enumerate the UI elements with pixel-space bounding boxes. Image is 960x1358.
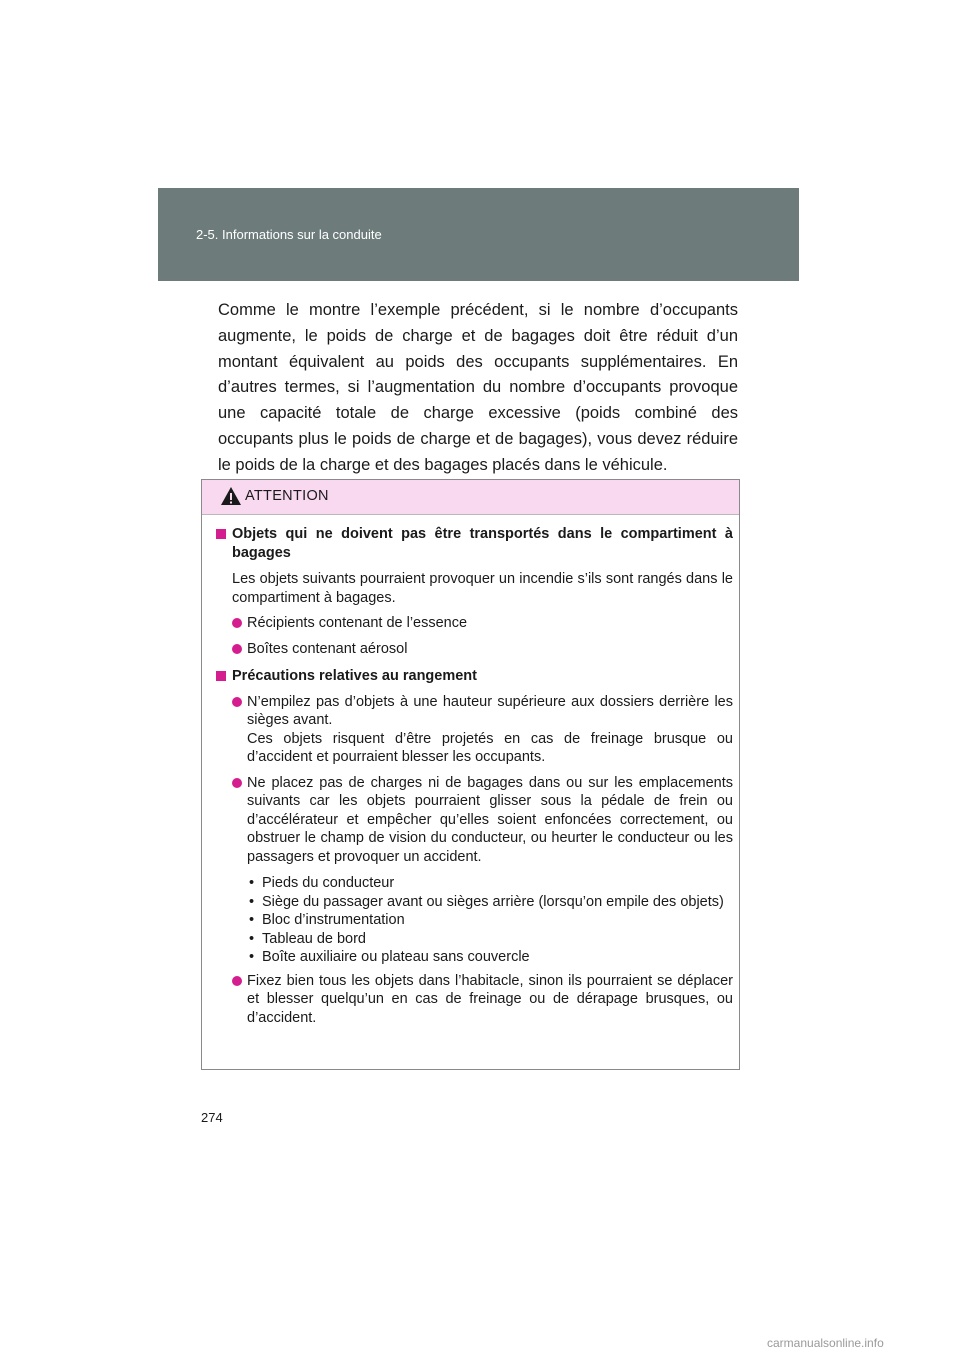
- location-list: [247, 874, 733, 967]
- attention-header: [202, 480, 739, 515]
- page-number: 274: [201, 1110, 223, 1125]
- bullet-item: [232, 693, 733, 767]
- list-item: • Siège du passager avant ou sièges arrière (lorsqu’on empile des objets): [247, 893, 733, 912]
- bullet-text: N’empilez pas d’objets à une hauteur supérieure aux dossiers derrière les sièges avant.: [247, 693, 733, 728]
- attention-box: [201, 479, 740, 1070]
- attention-body: [202, 515, 739, 1027]
- warning-triangle-icon: [220, 486, 242, 506]
- circle-bullet-icon: [232, 697, 242, 707]
- square-bullet-icon: [216, 529, 226, 539]
- circle-bullet-icon: [232, 644, 242, 654]
- section-title-storage: Précautions relatives au rangement: [232, 668, 477, 684]
- section-header-bar: [158, 188, 799, 281]
- section-text: Les objets suivants pourraient provoquer un incendie s’ils sont rangés dans le compartiment à bagages.: [232, 571, 733, 606]
- list-item: • Boîte auxiliaire ou plateau sans couvercle: [247, 948, 733, 967]
- section-storage-precautions: [216, 667, 733, 686]
- circle-bullet-icon: [232, 976, 242, 986]
- watermark: carmanualsonline.info: [767, 1336, 884, 1350]
- bullet-text: Récipients contenant de l’essence: [247, 615, 468, 631]
- bullet-item: [232, 614, 733, 633]
- bullet-text-continued: Ces objets risquent d’être projetés en cas de freinage brusque ou d’accident et pourraient blesser les occupants.: [247, 730, 733, 765]
- list-item: • Pieds du conducteur: [247, 874, 733, 893]
- attention-title: ATTENTION: [245, 488, 329, 504]
- circle-bullet-icon: [232, 618, 242, 628]
- bullet-item: [232, 972, 733, 1028]
- bullet-text: Fixez bien tous les objets dans l’habitacle, sinon ils pourraient se déplacer et blesser quelqu’un en cas de freinage ou de dérapage brusques, ou d’accident.: [247, 972, 733, 1026]
- section-items-not-to-transport: [216, 525, 733, 562]
- bullet-text: Boîtes contenant aérosol: [247, 640, 408, 657]
- list-item: • Bloc d’instrumentation: [247, 911, 733, 930]
- list-item: • Tableau de bord: [247, 930, 733, 949]
- bullet-text: Ne placez pas de charges ni de bagages dans ou sur les emplacements suivants car les objets pourraient glisser sous la pédale de frein ou d’accélérateur et empêcher qu’elles soient enfoncées correctement, ou obstruer le champ de vision du conducteur, ou heurter le conducteur ou les passagers et provoquer un accident.: [247, 774, 733, 865]
- bullet-item: [232, 640, 733, 659]
- square-bullet-icon: [216, 671, 226, 681]
- intro-paragraph: Comme le montre l’exemple précédent, si le nombre d’occupants augmente, le poids de charge et de bagages doit être réduit d’un montant équivalent au poids des occupants supplémentaires. En d’autres termes, si l’augmentation du nombre d’occupants provoque une capacité totale de charge excessive (poids combiné des occupants plus le poids de charge et de bagages), vous devez réduire le poids de la charge et des bagages placés dans le véhicule.: [218, 301, 738, 474]
- circle-bullet-icon: [232, 778, 242, 788]
- bullet-item: [232, 774, 733, 867]
- section-title: 2-5. Informations sur la conduite: [196, 227, 382, 242]
- section-title-items: Objets qui ne doivent pas être transportés dans le compartiment à bagages: [232, 526, 733, 561]
